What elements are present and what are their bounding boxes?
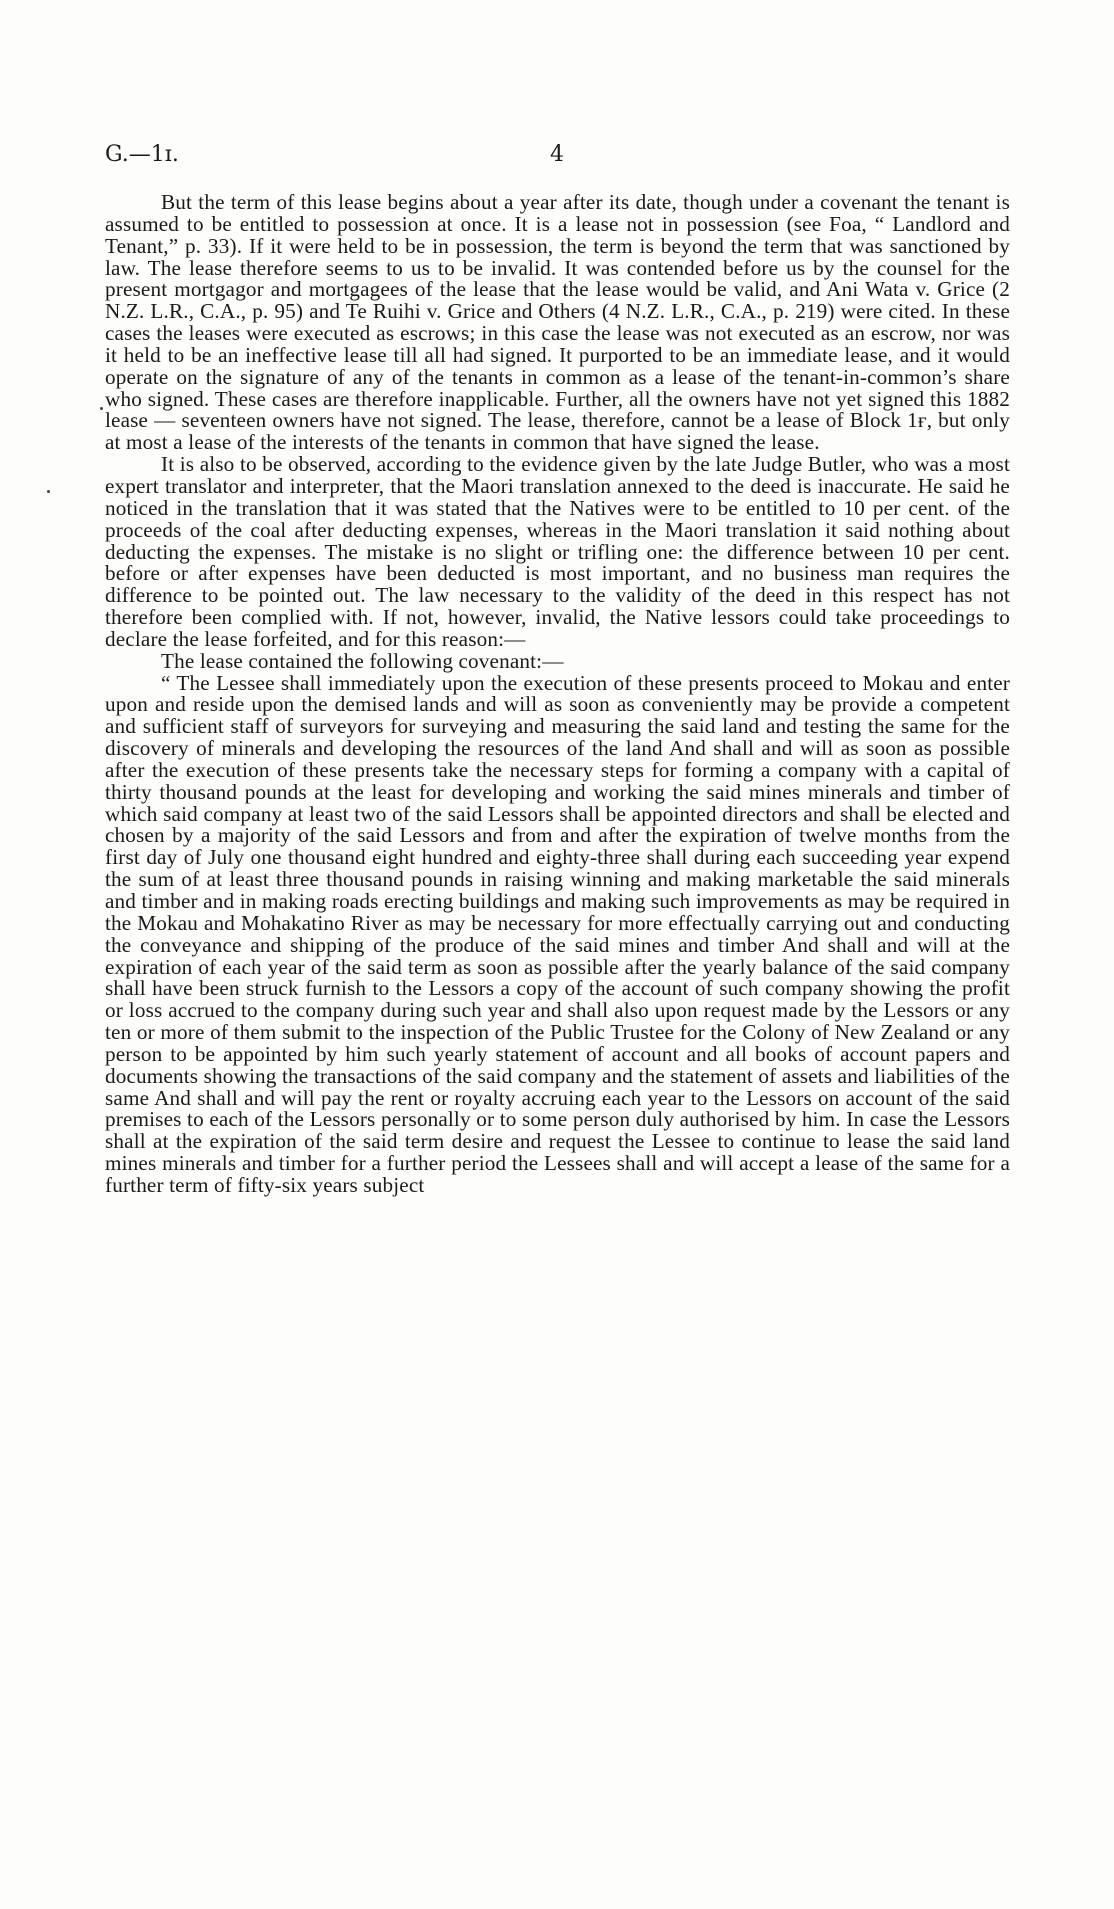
body-text bbox=[105, 192, 1010, 1197]
page-header bbox=[105, 142, 1010, 172]
margin-mark bbox=[100, 407, 103, 410]
paragraph-lease-term: But the term of this lease begins about a year after its date, though under a covenant the tenant is assumed to be entitled to possession at once. It is a lease not in possession (see Foa, “ Landlord and Tenant,” p. 33). If it were held to be in possession, the term is beyond the term that was sanctioned by law. The lease therefore seems to us to be invalid. It was contended before us by the counsel for the present mortgagor and mortgagees of the lease that the lease would be valid, and Ani Wata v. Grice (2 N.Z. L.R., C.A., p. 95) and Te Ruihi v. Grice and Others (4 N.Z. L.R., C.A., p. 219) were cited. In these cases the leases were executed as escrows; in this case the lease was not executed as an escrow, nor was it held to be an ineffective lease till all had signed. It purported to be an immediate lease, and it would operate on the signature of any of the tenants in common as a lease of the tenant-in-common’s share who signed. These cases are therefore inapplicable. Further, all the owners have not yet signed this 1882 lease — seventeen owners have not signed. The lease, therefore, cannot be a lease of Block 1ғ, but only at most a lease of the interests of the tenants in common that have signed the lease. bbox=[105, 190, 1010, 455]
document-reference: G.—1ɪ. bbox=[105, 142, 179, 167]
paragraph-translation: It is also to be observed, according to the evidence given by the late Judge Butler, who was a most expert translator and interpreter, that the Maori translation annexed to the deed is inaccurate. He said he noticed in the translation that it was stated that the Natives were to be entitled to 10 per cent. of the proceeds of the coal after deducting expenses, whereas in the Maori translation it said nothing about deducting the expenses. The mistake is no slight or trifling one: the difference between 10 per cent. before or after expenses have been deducted is most important, and no business man requires the difference to be pointed out. The law necessary to the validity of the deed in this respect has not therefore been complied with. If not, however, invalid, the Native lessors could take proceedings to declare the lease forfeited, and for this reason:— bbox=[105, 452, 1010, 651]
paragraph-covenant-intro: The lease contained the following covenant:— bbox=[161, 648, 564, 673]
page-number: 4 bbox=[550, 142, 564, 167]
margin-mark bbox=[47, 490, 50, 493]
paragraph-covenant-quote: “ The Lessee shall immediately upon the execution of these presents proceed to Mokau and enter upon and reside upon the demised lands and will as soon as conveniently may be provide a competent and sufficient staff of surveyors for surveying and measuring the said land and testing the same for the discovery of minerals and developing the resources of the land And shall and will as soon as possible after the execution of these presents take the necessary steps for forming a company with a capital of thirty thousand pounds at the least for developing and working the said mines minerals and timber of which said company at least two of the said Lessors shall be appointed directors and shall be elected and chosen by a majority of the said Lessors and from and after the expiration of twelve months from the first day of July one thousand eight hundred and eighty-three shall during each succeeding year expend the sum of at least three thousand pounds in raising winning and making marketable the said minerals and timber and in making roads erecting buildings and making such improvements as may be required in the Mokau and Mohakatino River as may be necessary for more effectually carrying out and conducting the conveyance and shipping of the produce of the said mines and timber And shall and will at the expiration of each year of the said term as soon as possible after the yearly balance of the said company shall have been struck furnish to the Lessors a copy of the account of such company showing the profit or loss accrued to the company during such year and shall also upon request made by the Lessors or any ten or more of them submit to the inspection of the Public Trustee for the Colony of New Zealand or any person to be appointed by him such yearly statement of account and all books of account papers and documents showing the transactions of the said company and the statement of assets and liabilities of the same And shall and will pay the rent or royalty accruing each year to the Lessors on account of the said premises to each of the Lessors personally or to some person duly authorised by him. In case the Lessors shall at the expiration of the said term desire and request the Lessee to continue to lease the said land mines minerals and timber for a further period the Lessees shall and will accept a lease of the same for a further term of fifty-six years subject bbox=[105, 670, 1010, 1197]
